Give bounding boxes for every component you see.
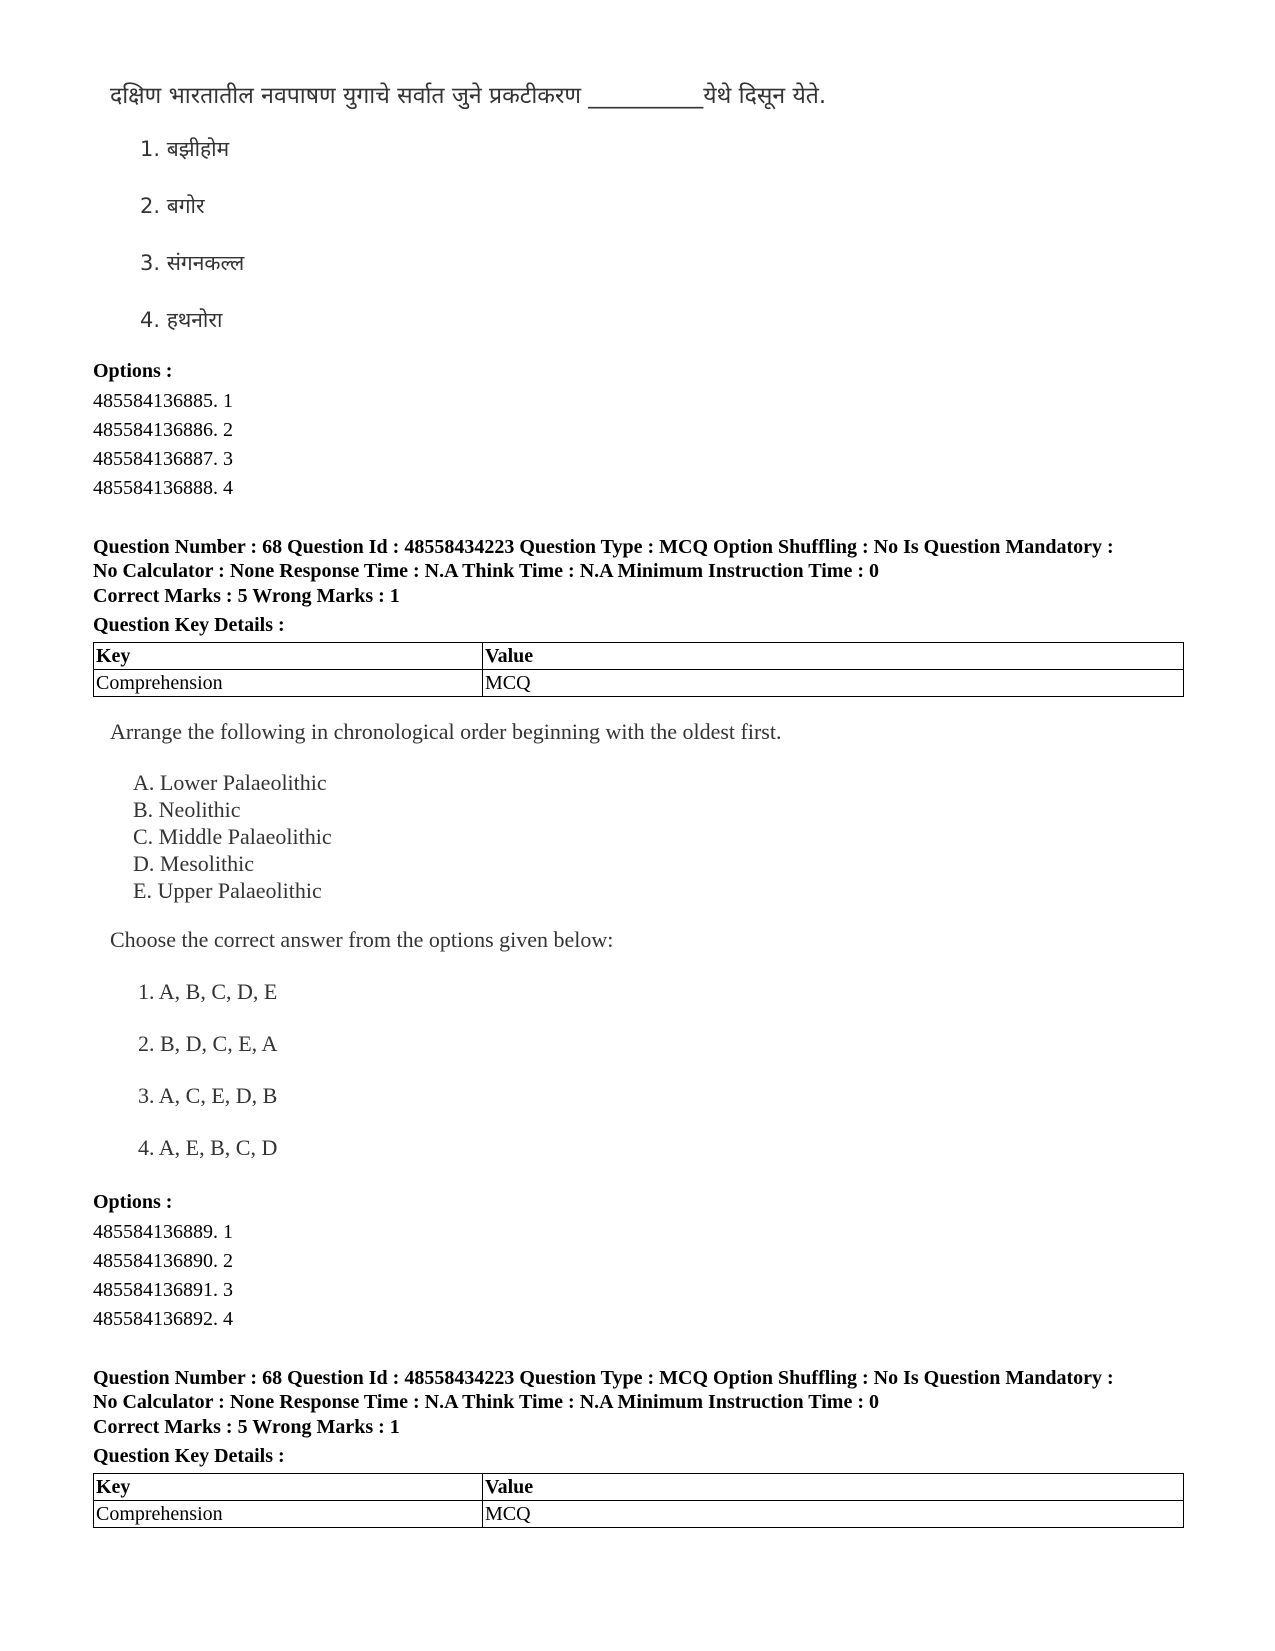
question-meta-1-line1: Question Number : 68 Question Id : 48558434223 Question Type : MCQ Option Shuffling : No Is Question Mandatory : xyxy=(93,536,1114,558)
question-2-choice-2: 2. B, D, C, E, A xyxy=(138,1031,278,1056)
question-2-choice-4: 4. A, E, B, C, D xyxy=(138,1135,278,1160)
question-2-options-label: Options : xyxy=(93,1191,173,1213)
question-2-option-4: 485584136892. 4 xyxy=(93,1308,233,1330)
key-cell: Comprehension xyxy=(94,1501,483,1528)
question-marks-2: Correct Marks : 5 Wrong Marks : 1 xyxy=(93,1416,400,1438)
question-marks-1: Correct Marks : 5 Wrong Marks : 1 xyxy=(93,585,400,607)
question-key-details-label-2: Question Key Details : xyxy=(93,1445,285,1467)
value-cell: MCQ xyxy=(483,670,1184,697)
question-meta-1 xyxy=(93,535,1203,583)
question-1-choice-2: 2. बगोर xyxy=(140,194,205,218)
value-header-cell: Value xyxy=(483,643,1184,670)
question-meta-2-line2: No Calculator : None Response Time : N.A Think Time : N.A Minimum Instruction Time : 0 xyxy=(93,1391,879,1413)
question-2-instruction: Choose the correct answer from the options given below: xyxy=(110,927,614,952)
question-1-option-1: 485584136885. 1 xyxy=(93,390,233,412)
question-key-table-2 xyxy=(93,1473,1184,1528)
question-1-choice-3: 3. संगनकल्ल xyxy=(140,251,245,275)
question-1-option-3: 485584136887. 3 xyxy=(93,448,233,470)
question-2-item-d: D. Mesolithic xyxy=(133,851,254,876)
key-table-header-row xyxy=(94,1474,1184,1501)
question-2-choice-3: 3. A, C, E, D, B xyxy=(138,1083,278,1108)
question-2-choice-1: 1. A, B, C, D, E xyxy=(138,979,278,1004)
key-table-row xyxy=(94,1501,1184,1528)
question-2-item-a: A. Lower Palaeolithic xyxy=(133,770,327,795)
question-2-option-1: 485584136889. 1 xyxy=(93,1221,233,1243)
question-1-options-list xyxy=(93,387,233,503)
question-1-choice-1: 1. बझीहोम xyxy=(140,137,230,161)
question-2-option-3: 485584136891. 3 xyxy=(93,1279,233,1301)
question-1-option-4: 485584136888. 4 xyxy=(93,477,233,499)
question-1-choice-4: 4. हथनोरा xyxy=(140,308,223,332)
question-key-details-label-1: Question Key Details : xyxy=(93,614,285,636)
question-2-item-c: C. Middle Palaeolithic xyxy=(133,824,332,849)
question-2-options-list xyxy=(93,1218,233,1334)
value-cell: MCQ xyxy=(483,1501,1184,1528)
question-2-text: Arrange the following in chronological order beginning with the oldest first. xyxy=(110,719,782,744)
question-1-option-2: 485584136886. 2 xyxy=(93,419,233,441)
key-header-cell: Key xyxy=(94,643,483,670)
question-2-items xyxy=(133,769,332,904)
question-meta-2 xyxy=(93,1366,1203,1414)
question-1-options-label: Options : xyxy=(93,360,173,382)
question-1-text: दक्षिण भारतातील नवपाषण युगाचे सर्वात जुने प्रकटीकरण __________येथे दिसून येते. xyxy=(110,83,827,109)
key-header-cell: Key xyxy=(94,1474,483,1501)
key-table-row xyxy=(94,670,1184,697)
question-meta-2-line1: Question Number : 68 Question Id : 48558434223 Question Type : MCQ Option Shuffling : No Is Question Mandatory : xyxy=(93,1367,1114,1389)
key-cell: Comprehension xyxy=(94,670,483,697)
value-header-cell: Value xyxy=(483,1474,1184,1501)
question-2-item-e: E. Upper Palaeolithic xyxy=(133,878,322,903)
question-key-table-1 xyxy=(93,642,1184,697)
question-meta-1-line2: No Calculator : None Response Time : N.A Think Time : N.A Minimum Instruction Time : 0 xyxy=(93,560,879,582)
question-2-option-2: 485584136890. 2 xyxy=(93,1250,233,1272)
key-table-header-row xyxy=(94,643,1184,670)
question-2-item-b: B. Neolithic xyxy=(133,797,241,822)
